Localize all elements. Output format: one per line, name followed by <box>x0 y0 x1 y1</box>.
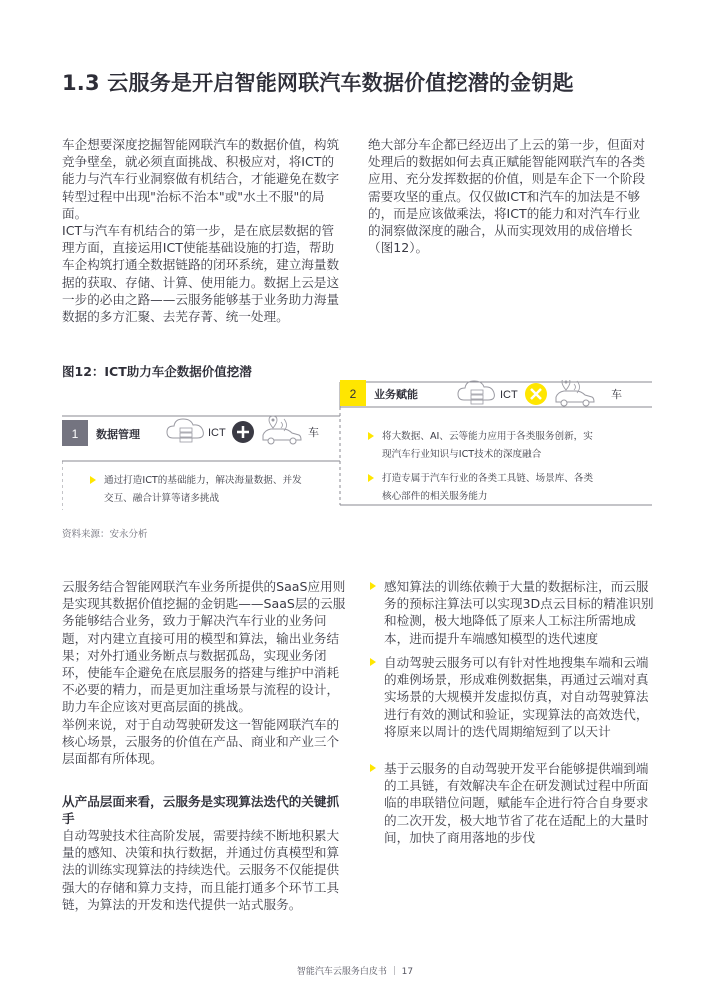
bullet-text: 基于云服务的自动驾驶开发平台能够提供端到端的工具链，有效解决车企在研发测试过程中所面临的串联错位问题，赋能车企进行符合自身要求的二次开发，极大地节省了花在适配上的大量时间，加快了商用落地的步伐 <box>384 761 649 845</box>
subheading: 从产品层面来看，云服务是实现算法迭代的关键抓手 <box>62 794 340 827</box>
cloud-icon <box>458 381 494 404</box>
page-footer: 智能汽车云服务白皮书 ｜ 17 <box>296 967 414 977</box>
step2-bullet-2: 打造专属于汽车行业的各类工具链、场景库、各类 核心部件的相关服务能力 <box>382 473 594 502</box>
step1-bullet-marker <box>90 476 96 484</box>
figure-diagram <box>62 380 652 520</box>
step2-bullet-1: 将大数据、AI、云等能力应用于各类服务创新，实 现汽车行业知识与ICT技术的深度融合 <box>382 431 593 460</box>
connected-car-icon <box>556 380 594 406</box>
list-item <box>368 760 658 846</box>
list-item <box>368 578 658 647</box>
step1-number: 1 <box>71 427 79 441</box>
step1-car: 车 <box>308 426 319 439</box>
step1-bullet: 通过打造ICT的基础能力，解决海量数据、并发 交互、融合计算等诸多挑战 <box>104 475 302 504</box>
plus-icon <box>232 421 254 443</box>
step2-bullet-marker <box>368 474 374 482</box>
bullet-text: 自动驾驶云服务可以有针对性地搜集车端和云端的难例场景，形成难例数据集，再通过云端对真实场景的大规模并发虚拟仿真，对自动驾驶算法进行有效的测试和验证，实现算法的高效迭代，将原来以周计的迭代周期缩短到了以天计 <box>384 655 649 739</box>
page-title: 1.3 云服务是开启智能网联汽车数据价值挖潜的金钥匙 <box>62 71 574 95</box>
step2-car: 车 <box>611 388 622 401</box>
step2-number: 2 <box>349 387 357 401</box>
step2-label: 业务赋能 <box>374 388 418 401</box>
cloud-icon <box>167 419 203 442</box>
bullet-marker <box>370 658 376 666</box>
product-level-paragraph: 自动驾驶技术往高阶发展，需要持续不断地积累大量的感知、决策和执行数据，并通过仿真模型和算法的训练实现算法的持续迭代。云服务不仅能提供强大的存储和算力支持，而且能打通多个环节工具链，为算法的开发和迭代提供一站式服务。 <box>62 828 340 912</box>
step2-bullet-marker <box>368 432 374 440</box>
bullet-marker <box>370 582 376 590</box>
multiply-icon <box>525 383 547 405</box>
connected-car-icon <box>263 416 301 444</box>
example-paragraph: 举例来说，对于自动驾驶研发这一智能网联汽车的核心场景，云服务的价值在产品、商业和产业三个层面都有所体现。 <box>62 717 340 767</box>
step1-ict: ICT <box>208 427 226 439</box>
bullet-marker <box>370 764 376 772</box>
intro-paragraph-3: 绝大部分车企都已经迈出了上云的第一步，但面对处理后的数据如何去真正赋能智能网联汽车的各类应用、充分发挥数据的价值，则是车企下一个阶段需要攻坚的重点。仅仅做ICT和汽车的加法是不够的，而是应该做乘法，将ICT的能力和对汽车行业的洞察做深度的融合，从而实现效用的成倍增长（图12）。 <box>368 137 646 256</box>
step1-label: 数据管理 <box>96 428 140 441</box>
intro-paragraph-2: ICT与汽车有机结合的第一步，是在底层数据的管理方面，直接运用ICT使能基础设施的打造，帮助车企构筑打通全数据链路的闭环系统，建立海量数据的获取、存储、计算、使用能力。数据上云是这一步的必由之路——云服务能够基于业务助力海量数据的多方汇聚、去芜存菁、统一处理。 <box>62 223 340 325</box>
saas-paragraph: 云服务结合智能网联汽车业务所提供的SaaS应用则是实现其数据价值挖掘的金钥匙——SaaS层的云服务能够结合业务，致力于解决汽车行业的业务问题，对内建立直接可用的模型和算法，输出业务结果；对外打通业务断点与数据孤岛，实现业务闭环，使能车企避免在底层服务的搭建与维护中消耗不必要的精力，而是更加注重场景与流程的设计，助力车企应该对更高层面的挑战。 <box>62 579 346 715</box>
bullet-text: 感知算法的训练依赖于大量的数据标注，而云服务的预标注算法可以实现3D点云目标的精准识别和检测，极大地降低了原来人工标注所需地成本，进而提升车端感知模型的迭代速度 <box>384 579 654 646</box>
intro-paragraph-1: 车企想要深度挖掘智能网联汽车的数据价值，构筑竞争壁垒，就必须直面挑战、积极应对，将ICT的能力与汽车行业洞察做有机结合，才能避免在数字转型过程中出现"治标不治本"或"水土不服"的局面。 <box>62 137 340 221</box>
figure-title: 图12：ICT助力车企数据价值挖潜 <box>62 364 252 379</box>
figure-ict-data-value <box>62 380 652 520</box>
list-item <box>368 654 658 740</box>
figure-source: 资料来源：安永分析 <box>62 529 148 540</box>
step2-ict: ICT <box>500 389 518 401</box>
